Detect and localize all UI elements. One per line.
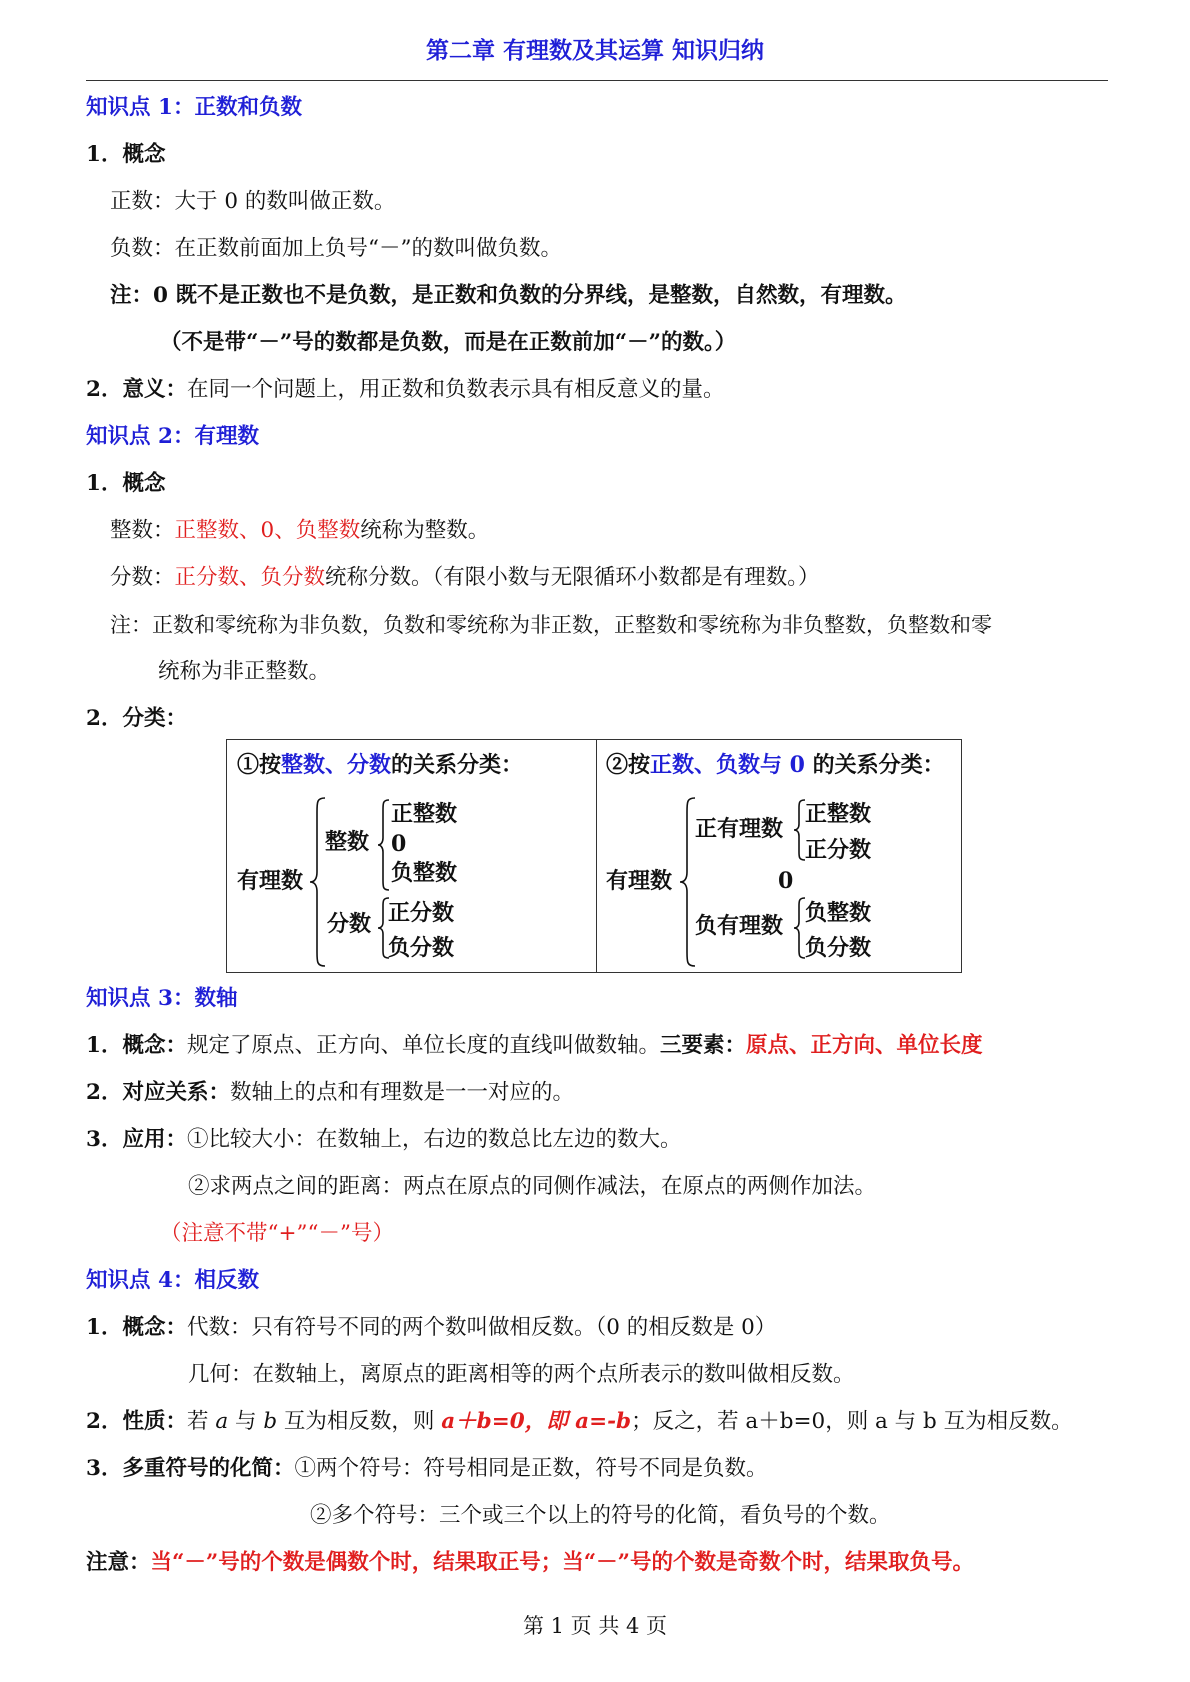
right-cell-heading bbox=[606, 752, 945, 778]
sec3-distance: ②求两点之间的距离：两点在原点的同侧作减法，在原点的两侧作加法。 bbox=[188, 1174, 877, 1199]
label: 分数： bbox=[110, 565, 175, 590]
left-fraction-item-2: 负分数 bbox=[388, 935, 455, 961]
right-positive-item-1: 正整数 bbox=[805, 801, 872, 827]
text: ①比较大小：在数轴上，右边的数总比左边的数大。 bbox=[186, 1127, 682, 1152]
text: 在正数前面加上负号“－”的数叫做负数。 bbox=[174, 236, 563, 261]
sec2-note-line1: 注：正数和零统称为非负数，负数和零统称为非正数，正整数和零统称为非负整数，负整数和零 bbox=[110, 613, 992, 637]
label: 注意： bbox=[86, 1550, 151, 1575]
left-root-brace bbox=[309, 796, 327, 968]
left-integer-item-3: 负整数 bbox=[391, 860, 458, 886]
label: 2．意义： bbox=[86, 377, 187, 402]
text: 统称分数。（有限小数与无限循环小数都是有理数。） bbox=[325, 565, 820, 590]
highlight: 正整数、0、负整数 bbox=[174, 518, 361, 543]
sec4-many-signs: ②多个符号：三个或三个以上的符号的化简，看负号的个数。 bbox=[310, 1503, 891, 1528]
label: 1．概念： bbox=[86, 1033, 187, 1058]
page-number: 第 1 页 共 4 页 bbox=[522, 1614, 668, 1638]
section-heading-3: 知识点 3：数轴 bbox=[86, 986, 238, 1011]
header-divider bbox=[86, 80, 1108, 81]
text: 与 bbox=[228, 1409, 264, 1434]
section-heading-4: 知识点 4：相反数 bbox=[86, 1268, 259, 1293]
sec4-multiple-signs bbox=[86, 1455, 767, 1483]
sec2-integer-definition bbox=[110, 517, 489, 545]
sec1-note-parenthetical: （不是带“－”号的数都是负数，而是在正数前加“－”的数。） bbox=[160, 330, 737, 355]
left-cell-heading bbox=[237, 752, 523, 778]
sec1-note: 注：0 既不是正数也不是负数，是正数和负数的分界线，是整数，自然数，有理数。 bbox=[110, 283, 907, 308]
right-negative-item-2: 负分数 bbox=[805, 935, 872, 961]
left-integer-item-1: 正整数 bbox=[391, 801, 458, 827]
left-integer-label: 整数 bbox=[325, 829, 370, 855]
highlight: 正分数、负分数 bbox=[174, 565, 326, 590]
label: 正数： bbox=[110, 189, 175, 214]
label: 2．对应关系： bbox=[86, 1080, 230, 1105]
sec4-concept bbox=[86, 1314, 776, 1342]
highlight: 当“－”号的个数是偶数个时，结果取正号；当“－”号的个数是奇数个时，结果取负号。 bbox=[150, 1550, 974, 1575]
sec2-fraction-definition bbox=[110, 564, 820, 592]
right-positive-item-2: 正分数 bbox=[805, 837, 872, 863]
highlight: a＋b=0，即 a=-b bbox=[441, 1409, 632, 1434]
label: 整数： bbox=[110, 518, 175, 543]
sec2-item1: 1．概念 bbox=[86, 471, 166, 496]
label: 1．概念： bbox=[86, 1315, 187, 1340]
prefix: ②按 bbox=[606, 752, 651, 778]
text: 规定了原点、正方向、单位长度的直线叫做数轴。 bbox=[186, 1033, 660, 1058]
suffix: 的关系分类： bbox=[391, 752, 524, 778]
left-fraction-label: 分数 bbox=[327, 911, 372, 937]
sec1-item1: 1．概念 bbox=[86, 142, 166, 167]
page-title: 第二章 有理数及其运算 知识归纳 bbox=[425, 37, 764, 64]
text: 统称为整数。 bbox=[360, 518, 490, 543]
sec2-item2: 2．分类： bbox=[86, 706, 187, 731]
text: 大于 0 的数叫做正数。 bbox=[174, 189, 396, 214]
right-zero: 0 bbox=[778, 868, 794, 894]
label2: 三要素： bbox=[659, 1033, 746, 1058]
right-positive-label: 正有理数 bbox=[695, 816, 784, 842]
sec2-note-line2: 统称为非正整数。 bbox=[158, 659, 331, 684]
highlight: 正数、负数与 0 bbox=[650, 752, 805, 778]
label: 负数： bbox=[110, 236, 175, 261]
left-fraction-item-1: 正分数 bbox=[388, 900, 455, 926]
sec4-property bbox=[86, 1408, 1073, 1436]
classification-table bbox=[226, 739, 962, 973]
suffix: 的关系分类： bbox=[804, 752, 945, 778]
right-negative-label: 负有理数 bbox=[695, 913, 784, 939]
highlight: 原点、正方向、单位长度 bbox=[746, 1033, 983, 1058]
text: 代数：只有符号不同的两个数叫做相反数。（0 的相反数是 0） bbox=[186, 1315, 777, 1340]
sec4-geometry: 几何：在数轴上，离原点的距离相等的两个点所表示的数叫做相反数。 bbox=[188, 1362, 855, 1387]
right-negative-item-1: 负整数 bbox=[805, 900, 872, 926]
var-b: b bbox=[263, 1409, 278, 1434]
left-root-label: 有理数 bbox=[237, 868, 304, 894]
label: 2．性质： bbox=[86, 1409, 187, 1434]
left-integer-brace bbox=[377, 798, 391, 892]
prefix: ①按 bbox=[237, 752, 282, 778]
sec3-concept bbox=[86, 1032, 983, 1060]
sec4-attention bbox=[86, 1549, 974, 1577]
left-integer-item-2: 0 bbox=[391, 831, 407, 857]
text: ；反之，若 a＋b=0，则 a 与 b 互为相反数。 bbox=[631, 1409, 1073, 1434]
section-heading-1: 知识点 1：正数和负数 bbox=[86, 95, 302, 120]
text: 数轴上的点和有理数是一一对应的。 bbox=[229, 1080, 574, 1105]
sec1-positive-definition bbox=[110, 188, 395, 216]
label: 3．多重符号的化简： bbox=[86, 1456, 295, 1481]
label: 3．应用： bbox=[86, 1127, 187, 1152]
sec3-application bbox=[86, 1126, 681, 1154]
table-divider bbox=[596, 740, 597, 972]
highlight: 整数、分数 bbox=[281, 752, 392, 778]
var-a: a bbox=[215, 1409, 229, 1434]
sec1-negative-definition bbox=[110, 235, 562, 263]
text: 若 bbox=[186, 1409, 216, 1434]
text: 在同一个问题上，用正数和负数表示具有相反意义的量。 bbox=[186, 377, 725, 402]
text: 互为相反数，则 bbox=[277, 1409, 442, 1434]
right-root-label: 有理数 bbox=[606, 868, 673, 894]
sec3-correspondence bbox=[86, 1079, 574, 1107]
text: ①两个符号：符号相同是正数，符号不同是负数。 bbox=[294, 1456, 768, 1481]
section-heading-2: 知识点 2：有理数 bbox=[86, 424, 259, 449]
sec3-remark: （注意不带“+”“－”号） bbox=[160, 1221, 394, 1246]
sec1-meaning bbox=[86, 376, 724, 404]
